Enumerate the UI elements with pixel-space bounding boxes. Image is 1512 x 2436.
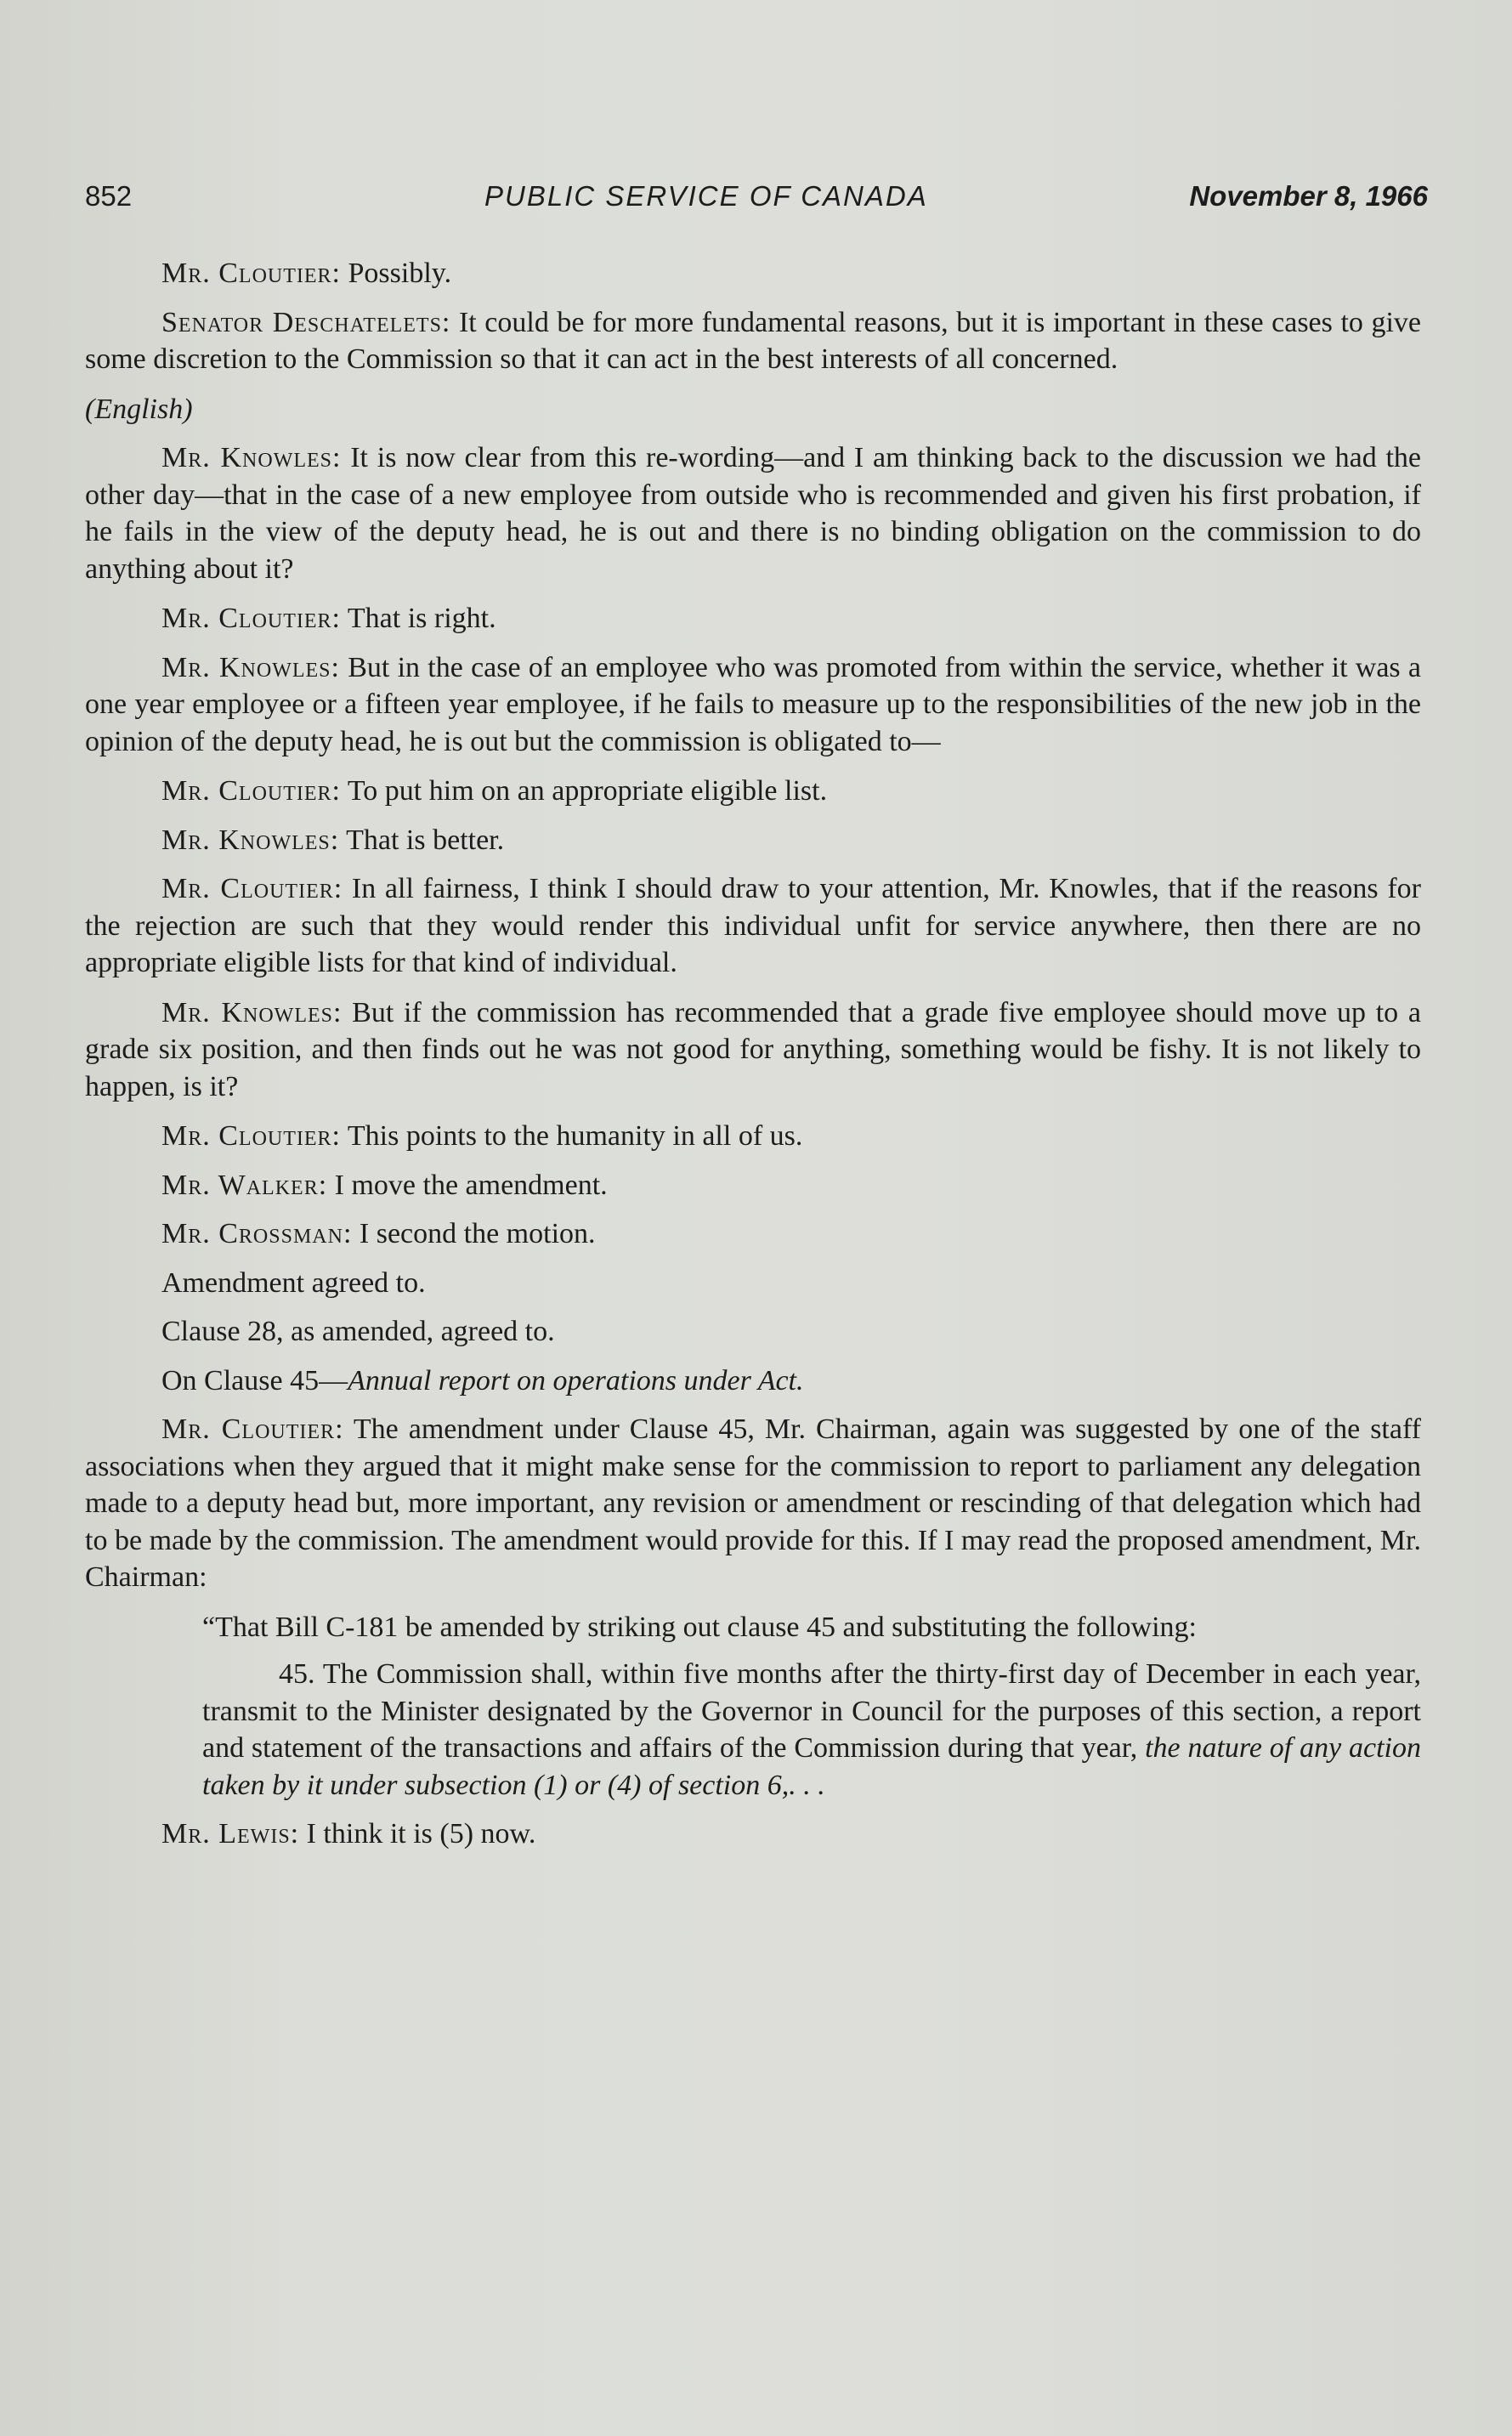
speaker-name: Mr. Knowles: [161, 442, 342, 473]
speaker-name: Mr. Lewis: [161, 1818, 300, 1850]
paragraph [85, 600, 1421, 637]
paragraph [85, 1167, 1421, 1204]
paragraph [85, 1215, 1421, 1253]
speaker-name: Mr. Walker: [161, 1169, 328, 1201]
amendment-clause [202, 1656, 1421, 1804]
paragraph [85, 304, 1421, 378]
clause-prefix: On Clause 45— [161, 1364, 348, 1396]
procedural-note: Clause 28, as amended, agreed to. [161, 1316, 555, 1347]
paragraph [85, 1411, 1421, 1596]
paragraph-text: This points to the humanity in all of us. [341, 1120, 803, 1152]
paragraph [85, 994, 1421, 1106]
paragraph-text: That is better. [339, 824, 505, 856]
paragraph-text: Possibly. [341, 258, 452, 289]
amendment-clause-italic: the nature of any action taken by it under subsection (1) or (4) of section 6,. . . [202, 1732, 1421, 1801]
paragraph-text: But if the commission has recommended that a grade five employee should move up to a grade six position, and then finds out he was not good for anything, something would be fishy. It is not likely to happen, is it? [85, 996, 1421, 1102]
language-note: (English) [85, 393, 193, 425]
paragraph [85, 1816, 1421, 1853]
paragraph [85, 649, 1421, 761]
paragraph [85, 870, 1421, 982]
speaker-name: Mr. Knowles: [161, 651, 340, 683]
speaker-name: Mr. Cloutier: [161, 1413, 344, 1445]
paragraph-text: It could be for more fundamental reasons, but it is important in these cases to give some discretion to the Commission so that it can act in the best interests of all concerned. [85, 306, 1421, 375]
speaker-name: Mr. Crossman: [161, 1218, 353, 1249]
amendment-clause-text: 45. The Commission shall, within five months after the thirty-first day of December in each year, transmit to the Minister designated by the Governor in Council for the purposes of this section, a report and statement of the transactions and affairs of the Commission during that year, [202, 1658, 1421, 1764]
running-title: PUBLIC SERVICE OF CANADA [484, 180, 928, 212]
speaker-name: Senator Deschatelets: [161, 306, 451, 338]
paragraph [85, 439, 1421, 587]
page-number: 852 [85, 180, 133, 212]
speaker-name: Mr. Cloutier: [161, 873, 343, 904]
paragraph-text: I second the motion. [352, 1218, 596, 1249]
procedural-note: Amendment agreed to. [161, 1266, 426, 1299]
paragraph [85, 255, 1421, 292]
amendment-quote: “That Bill C-181 be amended by striking out clause 45 and substituting the following: [202, 1611, 1197, 1643]
speaker-name: Mr. Cloutier: [161, 603, 342, 634]
paragraph [85, 773, 1421, 810]
paragraph-text: In all fairness, I think I should draw to your attention, Mr. Knowles, that if the reasons for the rejection are such that they would render this individual unfit for service anywhere, then there are no appropriate eligible lists for that kind of individual. [85, 873, 1421, 978]
speaker-name: Mr. Cloutier: [161, 775, 342, 807]
body-text [85, 255, 1421, 1865]
speaker-name: Mr. Cloutier: [161, 258, 342, 289]
page-header [85, 180, 1428, 218]
paragraph [85, 1118, 1421, 1155]
speaker-name: Mr. Knowles: [161, 996, 343, 1028]
clause-title: Annual report on operations under Act. [348, 1364, 804, 1396]
speaker-name: Mr. Knowles: [161, 824, 340, 856]
paragraph [85, 822, 1421, 859]
paragraph-text: It is now clear from this re-wording—and I am thinking back to the discussion we had the other day—that in the case of a new employee from outside who is recommended and given his first probation, if he fails in the view of the deputy head, he is out and there is no binding obligation on the commission to do anything about it? [85, 442, 1421, 585]
paragraph-text: But in the case of an employee who was promoted from within the service, whether it was a one year employee or a fifteen year employee, if he fails to measure up to the responsibilities of the new job in the opinion of the deputy head, he is out but the commission is obligated to— [85, 651, 1421, 757]
clause-heading [85, 1362, 1421, 1400]
paragraph-text: The amendment under Clause 45, Mr. Chairman, again was suggested by one of the staff associations when they argued that it might make sense for the commission to report to parliament any delegation made to a deputy head but, more important, any revision or amendment or rescinding of that delegation which had to be made by the commission. The amendment would provide for this. If I may read the proposed amendment, Mr. Chairman: [85, 1413, 1421, 1593]
speaker-name: Mr. Cloutier: [161, 1120, 342, 1152]
paragraph-text: To put him on an appropriate eligible list. [341, 775, 828, 807]
paragraph-text: That is right. [341, 603, 496, 634]
paragraph-text: I think it is (5) now. [299, 1818, 536, 1850]
paragraph-text: I move the amendment. [327, 1169, 608, 1201]
header-date: November 8, 1966 [1189, 180, 1428, 212]
